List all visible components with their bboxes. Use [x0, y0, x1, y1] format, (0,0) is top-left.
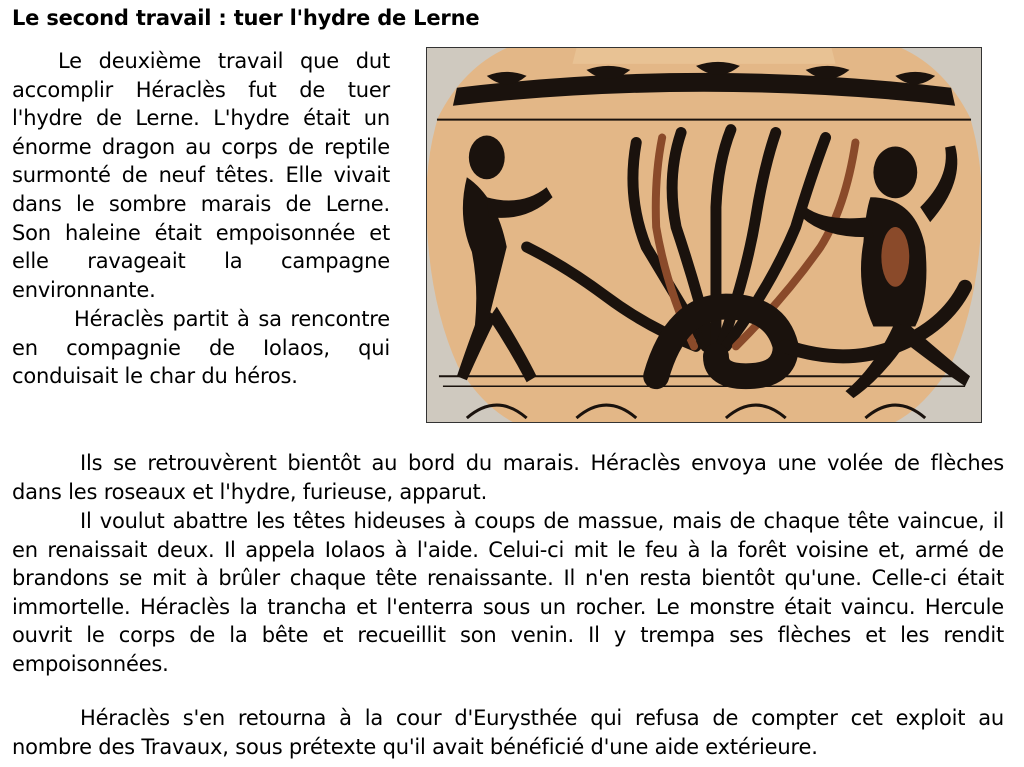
vase-illustration	[426, 47, 982, 423]
vase-painting	[427, 48, 981, 422]
paragraph-departure: Héraclès partit à sa rencontre en compagnie de Iolaos, qui conduisait le char du héros.	[12, 307, 390, 389]
paragraph-arrival: Ils se retrouvèrent bientôt au bord du marais. Héraclès envoya une volée de flèches dans les roseaux et l'hydre, furieuse, apparut.	[12, 451, 1004, 504]
paragraph-battle: Il voulut abattre les têtes hideuses à coups de massue, mais de chaque tête vaincue, il en renaissait deux. Il appela Iolaos à l'aide. Celui-ci mit le feu à la forêt voisine et, armé de brandons se mit à brûler chaque tête renaissante. Il n'en resta bientôt qu'une. Celle-ci était immortelle. Héraclès la trancha et l'enterra sous un rocher. Le monstre était vaincu. Hercule ouvrit le corps de la bête et recueillit son venin. Il y trempa ses flèches et les rendit empoisonnées.	[12, 509, 1004, 676]
page-title: Le second travail : tuer l'hydre de Lerne	[12, 6, 480, 30]
paragraph-intro: Le deuxième travail que dut accomplir Héraclès fut de tuer l'hydre de Lerne. L'hydre était un énorme dragon au corps de reptile surmonté de neuf têtes. Elle vivait dans le sombre marais de Lerne. Son haleine était empoisonnée et elle ravageait la campagne environnante.	[12, 49, 390, 302]
paragraph-return: Héraclès s'en retourna à la cour d'Eurysthée qui refusa de compter cet exploit au nombre des Travaux, sous prétexte qu'il avait bénéficié d'une aide extérieure.	[12, 706, 1004, 759]
